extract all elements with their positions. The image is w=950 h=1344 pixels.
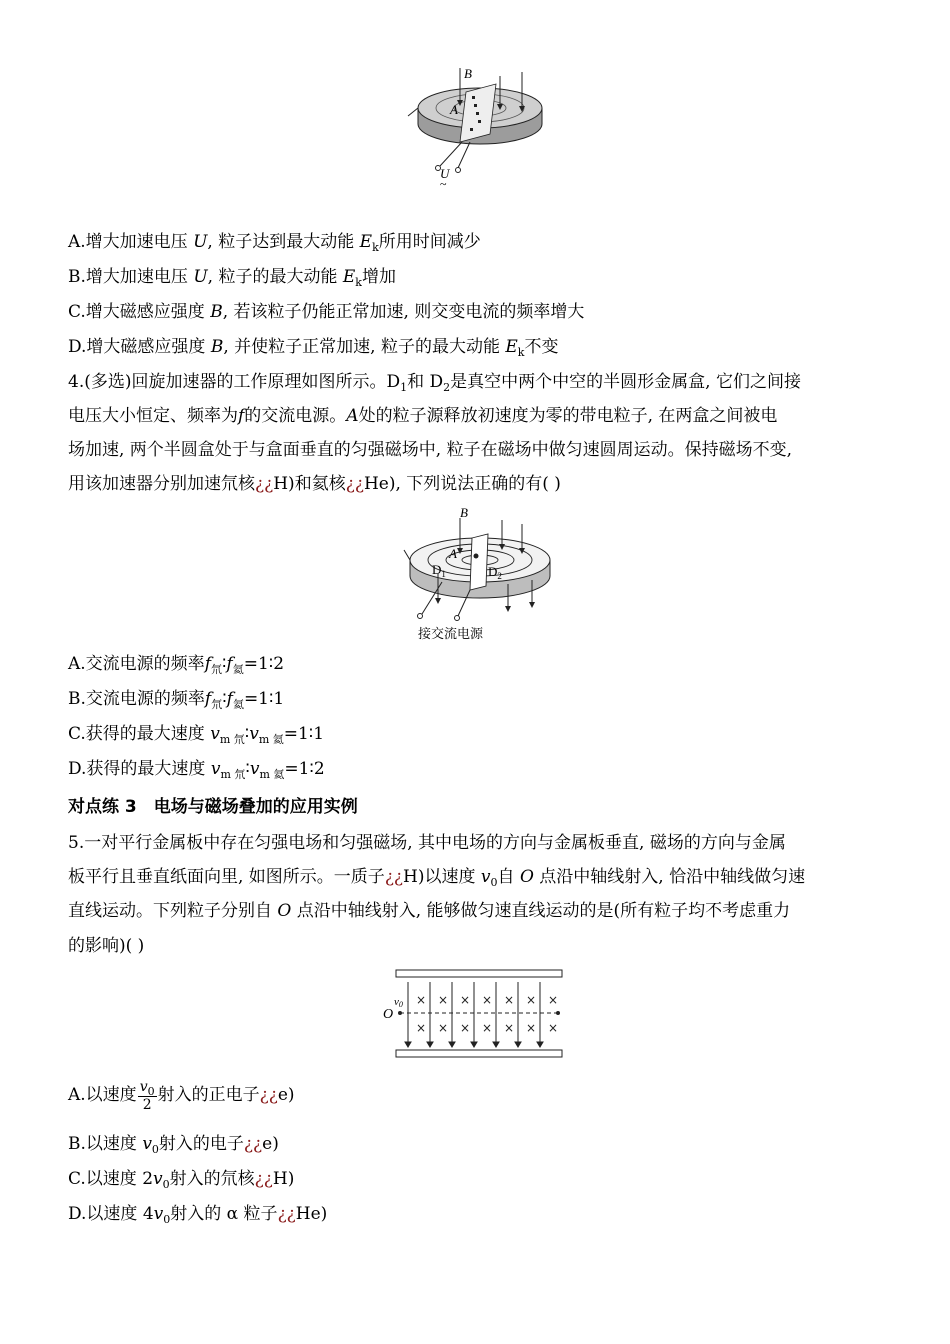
field-arrowhead: [449, 1042, 455, 1047]
cyclotron-figure-d1-d2: [398, 504, 564, 646]
magnetic-field-cross: ×: [504, 993, 515, 1007]
figure-caption-ac-source: 接交流电源: [418, 627, 484, 642]
magnetic-field-cross: ×: [504, 1021, 515, 1035]
q5-stem-line-1: 5.一对平行金属板中存在匀强电场和匀强磁场, 其中电场的方向与金属板垂直, 磁场的方向与金属: [68, 833, 786, 853]
figure-label-a: A: [449, 546, 457, 561]
magnetic-field-cross: ×: [416, 1021, 427, 1035]
field-arrowhead: [405, 1042, 411, 1047]
magnetic-field-cross: ×: [460, 1021, 471, 1035]
figure-label-d2: $D_2$: [488, 564, 502, 581]
field-arrowhead: [537, 1042, 543, 1047]
q3-option-a: A.增大加速电压 U, 粒子达到最大动能 $E_k$所用时间减少: [68, 232, 481, 254]
q3-option-b: B.增大加速电压 U, 粒子的最大动能 $E_k$增加: [68, 267, 396, 289]
field-arrowhead: [493, 1042, 499, 1047]
section-heading: 对点练 3 电场与磁场叠加的应用实例: [68, 797, 358, 817]
q5-option-d: D.以速度 $4v_0$射入的 α 粒子¿¿He): [68, 1204, 328, 1226]
figure-label-d1: $D_1$: [432, 562, 446, 579]
q5-stem-line-2: 板平行且垂直纸面向里, 如图所示。一质子¿¿H)以速度 $v_0$自 O 点沿中轴线射入, 恰沿中轴线做匀速: [68, 867, 806, 889]
magnetic-field-cross: ×: [482, 993, 493, 1007]
q4-option-a: A.交流电源的频率$f_氘∶f_氦=1∶2$: [68, 654, 285, 676]
figure-label-b: B: [464, 66, 472, 81]
magnetic-field-cross: ×: [548, 1021, 559, 1035]
q5-option-a: A.以速度 $\frac{v_0}{2}$ 射入的正电子¿¿e): [68, 1078, 295, 1113]
parallel-plates-figure: [380, 966, 568, 1064]
magnetic-field-cross: ×: [526, 993, 537, 1007]
figure-label-v0: v0: [394, 996, 403, 1009]
field-arrowhead: [427, 1042, 433, 1047]
q5-option-b: B.以速度 $v_0$射入的电子¿¿e): [68, 1134, 279, 1156]
q4-option-c: C.获得的最大速度 $v_{m 氘}∶v_{m 氦}=1∶1$: [68, 724, 325, 746]
q4-stem-line-1: 4.(多选)回旋加速器的工作原理如图所示。$D_1$和 $D_2$是真空中两个中空的半圆形金属盒, 它们之间接: [68, 372, 801, 394]
fraction-v0-over-2: $\frac{v_0}{2}$: [139, 1078, 155, 1113]
magnetic-field-cross: ×: [482, 1021, 493, 1035]
q4-stem-line-3: 场加速, 两个半圆盒处于与盒面垂直的匀强磁场中, 粒子在磁场中做匀速圆周运动。保持磁场不变,: [68, 440, 793, 460]
figure-label-a: A: [450, 102, 458, 117]
magnetic-field-cross: ×: [548, 993, 559, 1007]
field-arrowhead: [471, 1042, 477, 1047]
magnetic-field-cross: ×: [460, 993, 471, 1007]
magnetic-field-cross: ×: [416, 993, 427, 1007]
magnetic-field-cross: ×: [526, 1021, 537, 1035]
figure-label-tilde: ~: [440, 177, 447, 191]
field-arrowhead: [515, 1042, 521, 1047]
q4-stem-line-4: 用该加速器分别加速氘核¿¿H)和氦核¿¿He), 下列说法正确的有( ): [68, 474, 561, 494]
q5-option-c: C.以速度 $2v_0$射入的氘核¿¿H): [68, 1169, 295, 1191]
q3-option-c: C.增大磁感应强度 B, 若该粒子仍能正常加速, 则交变电流的频率增大: [68, 302, 585, 322]
q5-stem-line-4: 的影响)( ): [68, 936, 145, 956]
q4-option-d: D.获得的最大速度 $v_{m 氘}∶v_{m 氦}=1∶2$: [68, 759, 325, 781]
q4-stem-line-2: 电压大小恒定、频率为f的交流电源。A处的粒子源释放初速度为零的带电粒子, 在两盒之间被电: [68, 406, 778, 426]
figure-label-b: B: [460, 505, 468, 520]
q5-stem-line-3: 直线运动。下列粒子分别自 O 点沿中轴线射入, 能够做匀速直线运动的是(所有粒子均不考虑重力: [68, 901, 791, 921]
cyclotron-figure-top: [400, 62, 550, 192]
magnetic-field-cross: ×: [438, 1021, 449, 1035]
q4-option-b: B.交流电源的频率$f_氘∶f_氦=1∶1$: [68, 689, 285, 711]
figure-label-o: O: [383, 1007, 394, 1022]
magnetic-field-cross: ×: [438, 993, 449, 1007]
q3-option-d: D.增大磁感应强度 B, 并使粒子正常加速, 粒子的最大动能 $E_k$不变: [68, 337, 559, 359]
figure-label-u: U: [440, 166, 450, 181]
